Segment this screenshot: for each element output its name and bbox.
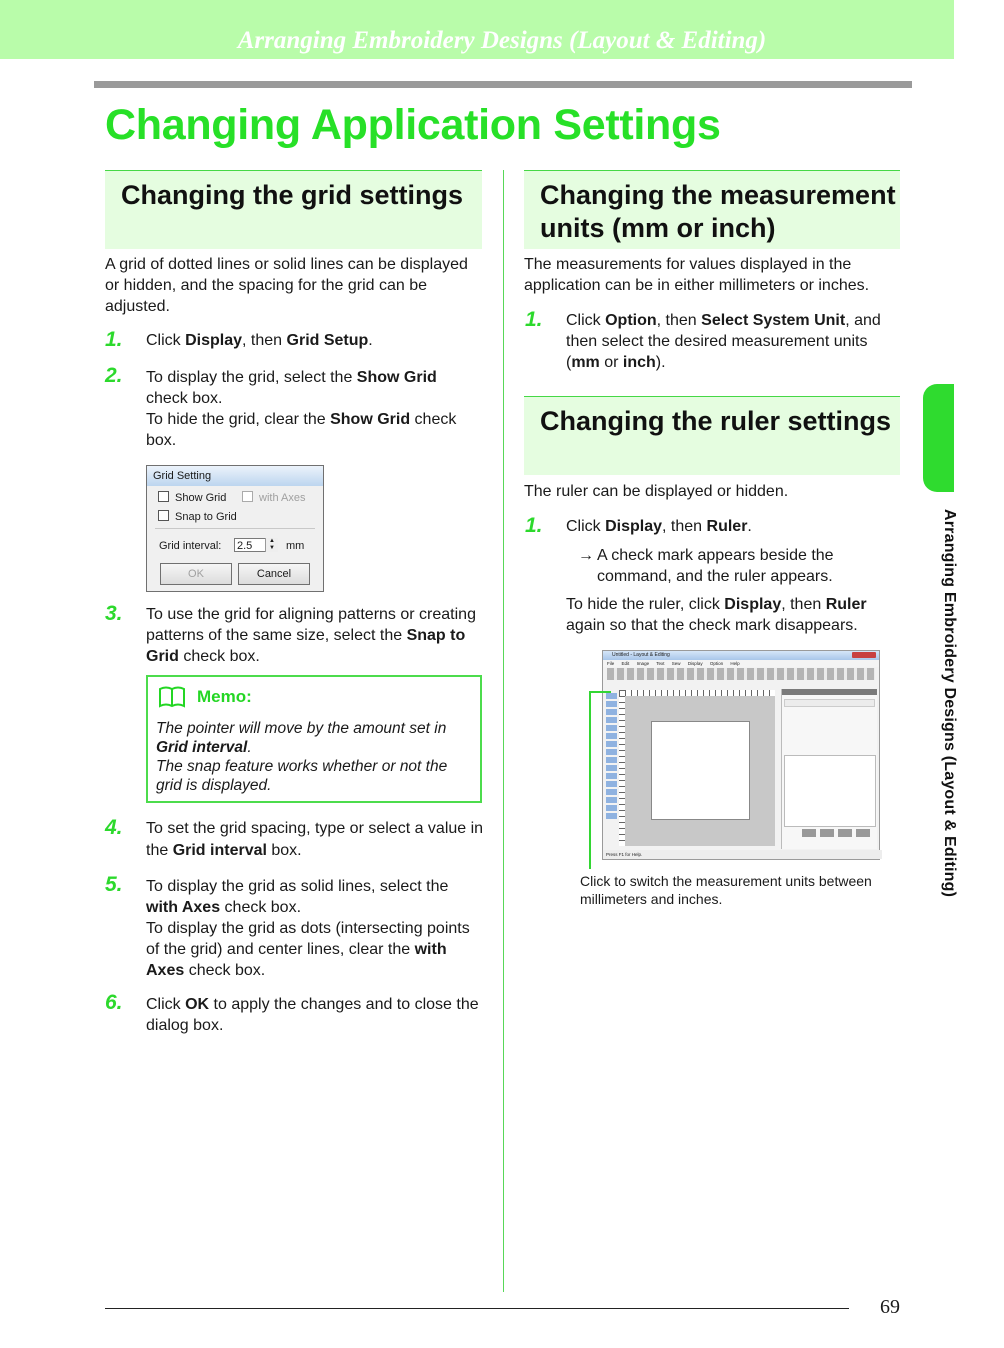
menu-item[interactable]: Text <box>656 661 665 666</box>
app-toolbar <box>607 668 875 680</box>
grid-setting-dialog <box>146 465 324 592</box>
callout-line <box>589 691 611 693</box>
step-number: 5. <box>105 873 123 896</box>
step-text: Click Display, then Ruler. <box>566 518 752 535</box>
book-icon <box>158 685 186 709</box>
grid-intro: A grid of dotted lines or solid lines can be displayed or hidden, and the spacing for the grid can be adjusted. <box>105 256 468 315</box>
step-number: 4. <box>105 816 123 839</box>
layout-editing-screenshot <box>602 650 880 860</box>
dialog-title: Grid Setting <box>147 466 323 486</box>
step-number: 6. <box>105 991 123 1014</box>
grid-settings-heading-box <box>105 170 482 249</box>
menu-item[interactable]: Display <box>687 661 703 666</box>
screenshot-caption: Click to switch the measurement units between millimeters and inches. <box>580 873 872 907</box>
checkbox-icon <box>158 491 169 502</box>
measurement-intro: The measurements for values displayed in the application can be in either millimeters or inches. <box>524 256 870 294</box>
panel-header <box>782 689 877 695</box>
running-header <box>0 0 954 59</box>
chapter-tab-label: Arranging Embroidery Designs (Layout & Editing) <box>941 509 958 898</box>
panel-buttons <box>802 829 872 837</box>
menu-item[interactable]: Edit <box>621 661 630 666</box>
step-number: 1. <box>525 514 543 537</box>
grid-settings-heading: Changing the grid settings <box>121 180 463 210</box>
sewing-attributes-panel <box>781 689 877 849</box>
show-grid-checkbox[interactable]: Show Grid <box>158 491 226 504</box>
checkbox-icon <box>242 491 253 502</box>
dialog-separator <box>155 528 315 529</box>
app-menubar <box>603 660 879 667</box>
with-axes-checkbox[interactable]: with Axes <box>242 491 305 504</box>
step-text: Click OK to apply the changes and to close the dialog box. <box>146 996 479 1034</box>
app-statusbar: Press F1 for Help. <box>603 850 882 859</box>
step-text: To display the grid as solid lines, select the with Axes check box. To display the grid as dots (intersecting points of the grid) and center lines, clear the with Axes check box. <box>146 878 470 979</box>
panel-row <box>784 699 875 707</box>
menu-item[interactable]: Option <box>709 661 724 666</box>
step-text: Click Option, then Select System Unit, and then select the desired measurement units (mm or inch). <box>566 312 881 371</box>
grid-interval-unit: mm <box>286 540 305 552</box>
chapter-tab <box>923 384 954 492</box>
callout-line <box>589 691 591 869</box>
app-titlebar: Untitled - Layout & Editing <box>603 651 879 660</box>
tool-palette <box>606 693 617 821</box>
page-number: 69 <box>880 1296 900 1318</box>
memo-text: The pointer will move by the amount set in Grid interval. The snap feature works whether or not the grid is displayed. <box>156 720 448 794</box>
menu-item[interactable]: Sew <box>671 661 681 666</box>
step-text: To set the grid spacing, type or select a value in the Grid interval box. <box>146 820 484 859</box>
memo-title: Memo: <box>197 687 252 706</box>
design-page <box>651 721 750 820</box>
panel-preview <box>784 755 876 827</box>
memo-box <box>146 675 482 803</box>
step-text: To use the grid for aligning patterns or creating patterns of the same size, select the Snap to Grid check box. <box>146 606 476 665</box>
ruler-settings-heading: Changing the ruler settings <box>540 406 892 436</box>
ok-button[interactable]: OK <box>160 563 232 585</box>
result-arrow-icon: → <box>578 547 594 564</box>
step-number: 1. <box>105 328 123 351</box>
footer-rule <box>105 1308 849 1309</box>
window-controls-icon[interactable] <box>852 652 876 658</box>
grid-interval-label: Grid interval: <box>159 540 222 552</box>
cancel-button[interactable]: Cancel <box>238 563 310 585</box>
measurement-units-heading: Changing the measurement units (mm or inch) <box>540 180 896 243</box>
spinner-arrows-icon[interactable]: ▲ ▼ <box>265 538 278 552</box>
running-title: Arranging Embroidery Designs (Layout & Editing) <box>237 27 767 54</box>
ruler-settings-heading-box <box>524 396 900 475</box>
page-title: Changing Application Settings <box>105 101 721 149</box>
grid-interval-input[interactable]: 2.5 <box>234 538 277 552</box>
step-text: To display the grid, select the Show Grid check box. To hide the grid, clear the Show Grid check box. <box>146 369 457 449</box>
hide-ruler-text: To hide the ruler, click Display, then Ruler again so that the check mark disappears. <box>566 596 867 634</box>
step-number: 3. <box>105 602 123 625</box>
snap-to-grid-checkbox[interactable]: Snap to Grid <box>158 510 237 523</box>
checkbox-icon <box>158 510 169 521</box>
column-divider <box>503 170 504 1292</box>
step-number: 1. <box>525 308 543 331</box>
menu-item[interactable]: Image <box>636 661 650 666</box>
design-workspace <box>625 696 775 846</box>
step-number: 2. <box>105 364 123 387</box>
result-text: A check mark appears beside the command, and the ruler appears. <box>597 547 834 585</box>
ruler-intro: The ruler can be displayed or hidden. <box>524 483 789 500</box>
step-text: Click Display, then Grid Setup. <box>146 332 373 349</box>
menu-item[interactable]: Help <box>730 661 740 666</box>
menu-item[interactable]: File <box>607 661 615 666</box>
top-rule <box>94 81 912 88</box>
measurement-units-heading-box <box>524 170 900 249</box>
